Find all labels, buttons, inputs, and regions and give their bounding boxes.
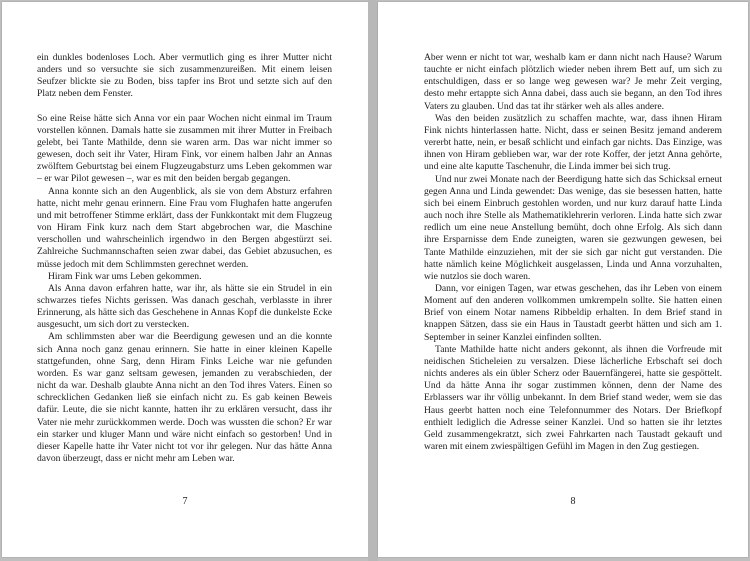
paragraph: Tante Mathilde hatte nicht anders gekonnt, als ihnen die Vorfreude mit neidischen Sticheleien zu versalzen. Diese lächerliche Erbschaft sei doch nichts anderes als ein übler Scherz oder Bauernfängerei, hatte sie gespöttelt. Und da hätte Anna ihr sogar zustimmen können, denn der Name des Erblassers war ihr völlig unbekannt. In dem Brief stand weder, wem sie das Haus geerbt hatten noch eine Telefonnummer des Notars. Der Briefkopf enthielt lediglich die Adresse seiner Kanzlei. Und so hatten sie ihr letztes Geld zusammengekratzt, sich zwei Fahrkarten nach Taustadt gekauft und waren mit einem zwiespältigen Gefühl im Magen in den Zug gestiegen. bbox=[424, 343, 722, 452]
paragraph: Und nur zwei Monate nach der Beerdigung hatte sich das Schicksal erneut gegen Anna und Linda gewendet: Das wenige, das sie besessen hatten, hatte sich bei einem Einbruch gestohlen worden, und nur kurz darauf hatte Linda auch noch ihre Stelle als Mathematiklehrerin verloren. Linda hatte sich zwar redlich um eine neue Anstellung bemüht, doch ohne Erfolg. Als sich dann ihre Ersparnisse dem Ende zuneigten, waren sie gezwungen gewesen, bei Tante Mathilde einzuziehen, mit der sie sich gar nicht gut verstanden. Die hatte nämlich keine Möglichkeit ausgelassen, Linda und Anna vorzuhalten, wie nutzlos sie doch waren. bbox=[424, 173, 722, 282]
page-number: 7 bbox=[182, 496, 188, 507]
right-page-text bbox=[424, 52, 722, 453]
paragraph: Dann, vor einigen Tagen, war etwas geschehen, das ihr Leben von einem Moment auf den anderen vollkommen umkrempeln sollte. Sie hatten einen Brief von einem Notar namens Ribbeldip erhalten. In dem Brief stand in knappen Sätzen, dass sie ein Haus in Taustadt geerbt hätten und sich am 1. September in seiner Kanzlei einfinden sollten. bbox=[424, 282, 722, 343]
book-gutter bbox=[368, 0, 378, 561]
page-number: 8 bbox=[570, 496, 576, 507]
paragraph: Was den beiden zusätzlich zu schaffen machte, war, dass ihnen Hiram Fink nichts hinterlassen hatte. Nicht, dass er seinen Besitz jemand anderem vererbt hatte, nein, er besaß schlicht und einfach gar nichts. Das Einzige, was ihnen von Hiram geblieben war, war der rote Koffer, der jetzt Anna gehörte, und eine alte kaputte Taschenuhr, die Linda immer bei sich trug. bbox=[424, 112, 722, 173]
paragraph: Anna konnte sich an den Augenblick, als sie von dem Absturz erfahren hatte, nicht mehr genau erinnern. Eine Frau vom Flughafen hatte angerufen und mit betroffener Stimme erklärt, dass der Funkkontakt mit dem Flugzeug von Hiram Fink kurz nach dem Start abgebrochen war, die Maschine verschollen und wahrscheinlich irgendwo in den Bergen abgestürzt sei. Zahlreiche Suchmannschaften seien zwar dabei, das Gebiet abzusuchen, es müsse jedoch mit dem Schlimmsten gerechnet werden. bbox=[37, 185, 332, 270]
right-page bbox=[378, 2, 748, 557]
left-page bbox=[2, 2, 368, 557]
paragraph: Hiram Fink war ums Leben gekommen. bbox=[48, 270, 202, 282]
paragraph: So eine Reise hätte sich Anna vor ein paar Wochen nicht einmal im Traum vorstellen können. Damals hatte sie zusammen mit ihrer Mutter in Freibach gelebt, bei Tante Mathilde, denn sie waren arm. Das war nicht immer so gewesen, doch seit ihr Vater, Hiram Fink, vor einem halben Jahr an Annas zwölftem Geburtstag bei einem Flugzeugabsturz ums Leben gekommen war – er war Pilot gewesen –, war es mit den beiden bergab gegangen. bbox=[37, 112, 332, 185]
paragraph: Am schlimmsten aber war die Beerdigung gewesen und an die konnte sich Anna noch ganz genau erinnern. Sie hatte in einer kleinen Kapelle stattgefunden, ohne Sarg, denn Hiram Finks Leiche war nie gefunden worden. Es war ganz seltsam gewesen, jemanden zu verabschieden, der nicht da war. Deshalb glaubte Anna nicht an den Tod ihres Vaters. Einen so schrecklichen Gedanken ließ sie einfach nicht zu. Es gab keinen Beweis dafür. Leute, die sie nicht kannte, hatten ihr zu erklären versucht, dass ihr Vater nie mehr zurückkommen werde. Doch was wussten die schon? Er war ein starker und kluger Mann und wäre nicht einfach so gestorben! Und in dieser Kapelle hatte ihr Vater nicht tot vor ihr gelegen. Nur das hätte Anna davon überzeugt, dass er nicht mehr am Leben war. bbox=[37, 331, 332, 464]
left-page-text bbox=[37, 52, 332, 465]
paragraph: Aber wenn er nicht tot war, weshalb kam er dann nicht nach Hause? Warum tauchte er nicht einfach plötzlich wieder neben ihrem Bett auf, um sich zu entschuldigen, dass er so lange weg gewesen war? Je mehr Zeit verging, desto mehr ertappte sich Anna dabei, dass auch sie begann, an den Tod ihres Vaters zu glauben. Und das tat ihr stärker weh als alles andere. bbox=[424, 52, 722, 112]
paragraph: ein dunkles bodenloses Loch. Aber vermutlich ging es ihrer Mutter nicht anders und so versuchte sie sich zusammenzureißen. Mit einem leisen Seufzer blickte sie zu Boden, biss tapfer ins Brot und setzte sich auf den Platz neben dem Fenster. bbox=[37, 52, 332, 100]
paragraph: Als Anna davon erfahren hatte, war ihr, als hätte sie ein Strudel in ein schwarzes tiefes Nichts gerissen. Was danach geschah, verblasste in ihrer Erinnerung, als hätte sich das Geschehene in Annas Kopf die dunkelste Ecke ausgesucht, um sich dort zu verstecken. bbox=[37, 282, 332, 331]
